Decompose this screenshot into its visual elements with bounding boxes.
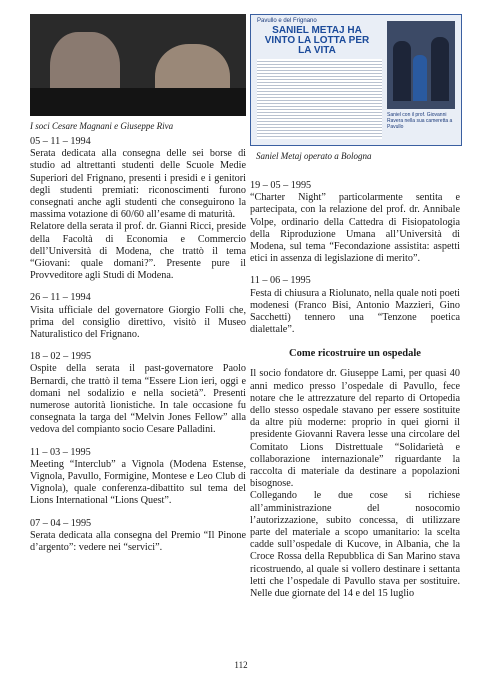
clipping-body-lines bbox=[257, 59, 382, 139]
entry-text: “Charter Night” particolarmente sentita e partecipata, con la relazione del prof. dr. Annibale Volpe, ordinario della Cattedra di Fisiopatologia della Riproduzione Umana all’Università di Modena, sul tema “Fecondazione assistita: aspetti etici in assenza di legislazione di merito”. bbox=[250, 192, 460, 265]
entry-text: Serata dedicata alla consegna delle sei borse di studio ad altrettanti studenti delle Scuole Medie Superiori del Frignano, presenti i presidi e i genitori degli studenti premiati: riconoscimenti furono consegnati anche agli studenti che conseguirono la massima votazione di 60/60 all’esame di maturità. bbox=[30, 148, 246, 221]
entry-text: Relatore della serata il prof. dr. Gianni Ricci, preside della Facoltà di Economia e Commercio dell’Università di Modena, che trattò il tema “Giovani: quale domani?”. Presente pure il Provveditore agli Studi di Modena. bbox=[30, 221, 246, 282]
section-text: Il socio fondatore dr. Giuseppe Lami, per quasi 40 anni medico presso l’ospedale di Pavullo, fece notare che le attrezzature del reparto di Ortopedia dello stesso ospedale stavano per essere sostituite da altre più moderne: proprio in quei giorni il presidente Giovanni Ravera lesse una circolare del Comitato Lions Distrettuale “Solidarietà e collaborazione internazionale” riguardante la raccolta di materiale da destinare a popolazioni bisognose. bbox=[250, 368, 460, 490]
entry-text: Ospite della serata il past-governatore Paolo Bernardi, che trattò il tema “Essere Lion ieri, oggi e domani nel sodalizio e nella società”. Presenti numerose autorità lionistiche. In tale occasione fu consegnata la targa del “Melvin Jones Fellow” alla vedova del compianto socio Cesare Palladini. bbox=[30, 363, 246, 436]
clipping-title: SANIEL METAJ HA VINTO LA LOTTA PER LA VITA bbox=[264, 25, 370, 56]
page-number: 112 bbox=[234, 660, 248, 670]
members-photo bbox=[30, 14, 246, 116]
entry-date: 19 – 05 – 1995 bbox=[250, 180, 312, 191]
entry-date: 05 – 11 – 1994 bbox=[30, 136, 91, 147]
section-heading: Come ricostruire un ospedale bbox=[289, 348, 421, 360]
clipping-person bbox=[393, 41, 411, 101]
newspaper-clipping bbox=[250, 14, 462, 146]
clipping-caption: Saniel Metaj operato a Bologna bbox=[256, 151, 372, 161]
clipping-header: Pavullo e del Frignano bbox=[257, 18, 317, 24]
right-column bbox=[250, 14, 460, 600]
entry-date: 26 – 11 – 1994 bbox=[30, 292, 91, 304]
left-column bbox=[30, 14, 246, 554]
entry-date: 11 – 06 – 1995 bbox=[250, 275, 311, 287]
photo-caption: I soci Cesare Magnani e Giuseppe Riva bbox=[30, 121, 174, 131]
clipping-photo-caption: Saniel con il prof. Giovanni Ravera nella sua cameretta a Pavullo bbox=[387, 112, 453, 130]
clipping-person bbox=[431, 37, 449, 101]
entry-text: Serata dedicata alla consegna del Premio “Il Pinone d’argento”: vedere nei “servici”. bbox=[30, 529, 246, 554]
entry-text: Festa di chiusura a Riolunato, nella quale noti poeti modenesi (Franco Bisi, Antonio Mazzieri, Gino Sacchetti) tennero una “Tenzone poetica dialettale”. bbox=[250, 287, 460, 336]
section-text: Collegando le due cose si richiese all’amministrazione del nosocomio l’autorizzazione, subito concessa, di utilizzare parte del materiale a scopo umanitario: la scelta cadde sull’ospedale di Kucove, in Albania, che la Croce Rossa della Repubblica di San Marino stava ricostruendo, al quale si vollero destinare i settanta letti che l’ospedale di Pavullo stava per sostituire. Nelle due giornate del 14 e del 15 luglio bbox=[250, 490, 460, 600]
entry-date: 11 – 03 – 1995 bbox=[30, 446, 91, 458]
photo-suits bbox=[30, 88, 246, 116]
entry-date: 18 – 02 – 1995 bbox=[30, 351, 92, 363]
entry-text: Meeting “Interclub” a Vignola (Modena Estense, Vignola, Pavullo, Formigine, Montese e Leo Club di Vignola), quale conferenza-dibattito sul tema del Lions International “Lions Quest”. bbox=[30, 458, 246, 507]
clipping-photo bbox=[387, 21, 455, 109]
entry-text: Visita ufficiale del governatore Giorgio Folli che, prima del consiglio direttivo, visitò il Museo Naturalistico del Frignano. bbox=[30, 304, 246, 341]
clipping-person bbox=[413, 55, 427, 101]
entry-date: 07 – 04 – 1995 bbox=[30, 517, 92, 529]
